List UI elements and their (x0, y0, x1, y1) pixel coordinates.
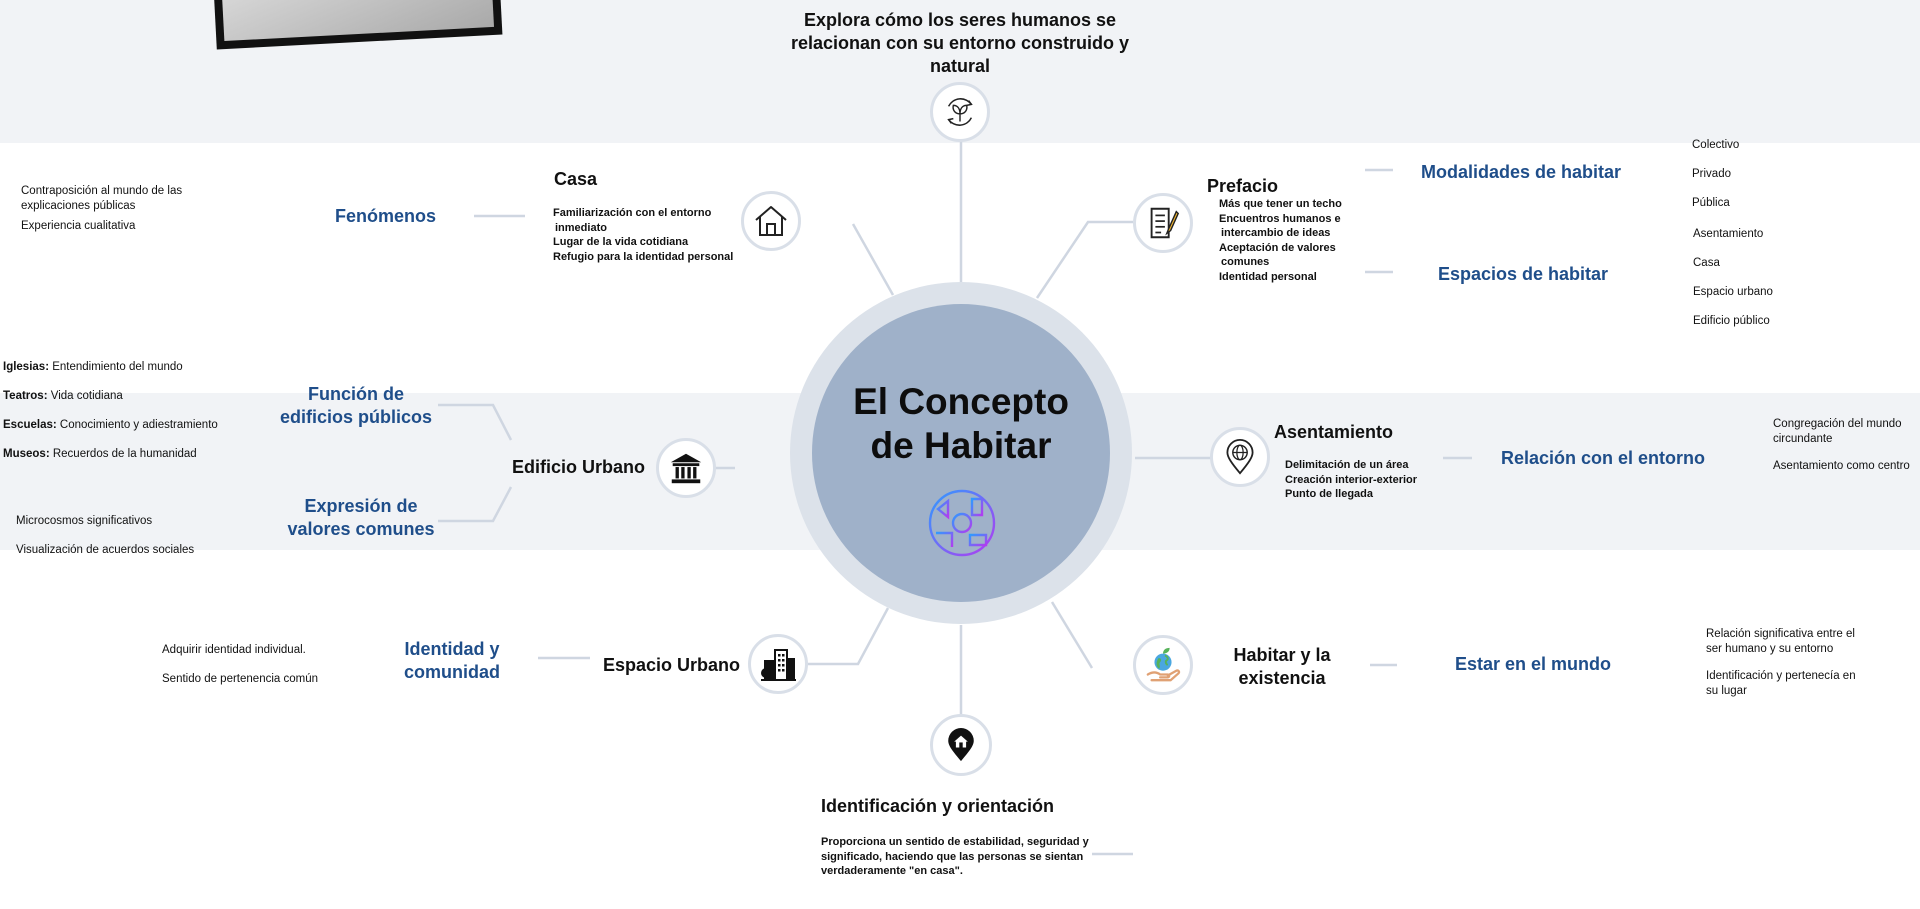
prefacio-item: Más que tener un techo (1219, 198, 1342, 210)
estar-item: Relación significativa entre el (1706, 628, 1855, 640)
funcion-item-key: Escuelas: (3, 419, 57, 431)
prefacio-item: Identidad personal (1219, 270, 1317, 283)
funcion-label-line1: Función de (308, 384, 404, 404)
estar-items (1706, 627, 1856, 698)
identificacion-line: verdaderamente "en casa". (821, 865, 963, 877)
habitar-existencia-line1: Habitar y la (1233, 645, 1331, 665)
expresion-label-line2: valores comunes (287, 519, 435, 539)
relacion-items (1773, 417, 1910, 474)
expresion-item: Visualización de acuerdos sociales (16, 544, 195, 556)
asentamiento-items (1285, 458, 1417, 502)
casa-item: Lugar de la vida cotidiana (553, 236, 689, 248)
funcion-item-value: Conocimiento y adiestramiento (56, 419, 218, 431)
funcion-item-value: Recuerdos de la humanidad (49, 448, 197, 460)
espacios-item: Asentamiento (1693, 228, 1764, 240)
casa-items (553, 206, 733, 264)
intro-text (790, 9, 1130, 78)
house-node (741, 191, 801, 251)
identificacion-line: Proporciona un sentido de estabilidad, seguridad y (821, 836, 1089, 848)
habitar-existencia-title (1207, 644, 1357, 690)
home-location-pin-icon (944, 728, 978, 762)
identidad-label-line1: Identidad y (404, 639, 500, 659)
identidad-item: Sentido de pertenencia común (162, 673, 318, 685)
location-globe-icon (1222, 439, 1258, 475)
document-node (1133, 193, 1193, 253)
city-buildings-icon (758, 644, 798, 684)
asentamiento-item: Delimitación de un área (1285, 459, 1409, 471)
location-globe-node (1210, 427, 1270, 487)
expresion-label-line1: Expresión de (304, 496, 418, 516)
center-title-line1: El Concepto (853, 381, 1069, 422)
home-pin-node (930, 714, 992, 776)
public-building-icon (667, 449, 705, 487)
funcion-label-line2: edificios públicos (279, 407, 433, 427)
espacios-label: Espacios de habitar (1438, 264, 1609, 284)
relacion-label: Relación con el entorno (1501, 448, 1706, 468)
earth-hand-node (1133, 635, 1193, 695)
identidad-label (377, 638, 527, 684)
city-node (748, 634, 808, 694)
identificacion-line: significado, haciendo que las personas se sientan (821, 850, 1084, 863)
building-node (656, 438, 716, 498)
casa-item: inmediato (555, 221, 607, 234)
house-icon (751, 201, 791, 241)
estar-item: Identificación y pertenecía en (1706, 670, 1856, 682)
asentamiento-title: Asentamiento (1274, 422, 1394, 442)
plant-cycle-icon (941, 93, 979, 131)
modalidades-items (1692, 131, 1739, 218)
relacion-item: circundante (1773, 432, 1833, 445)
modalidades-item: Privado (1692, 168, 1731, 180)
espacio-urbano-title: Espacio Urbano (603, 655, 741, 675)
espacios-item: Espacio urbano (1693, 286, 1773, 298)
casa-title: Casa (554, 169, 598, 189)
fenomenos-notes (21, 184, 182, 234)
prefacio-title: Prefacio (1207, 176, 1279, 196)
identificacion-text (821, 835, 1089, 879)
fenomenos-note: explicaciones públicas (21, 199, 136, 212)
espacios-item: Casa (1693, 257, 1720, 269)
earth-in-hand-icon (1144, 646, 1182, 684)
prefacio-items (1219, 197, 1342, 284)
prefacio-item: intercambio de ideas (1221, 227, 1331, 239)
funcion-label (266, 383, 446, 429)
identidad-label-line2: comunidad (403, 662, 500, 682)
asentamiento-item: Punto de llegada (1285, 488, 1374, 500)
center-title-line2: de Habitar (870, 425, 1052, 466)
relacion-item: Congregación del mundo (1773, 418, 1902, 430)
modalidades-item: Pública (1692, 197, 1730, 209)
habitar-existencia-line2: existencia (1238, 668, 1326, 688)
identidad-items (162, 636, 318, 694)
expresion-label (271, 495, 451, 541)
casa-item: Familiarización con el entorno (553, 207, 712, 219)
expresion-items (16, 507, 194, 565)
estar-label: Estar en el mundo (1455, 654, 1612, 674)
funcion-items (3, 353, 218, 469)
modalidades-item: Colectivo (1692, 139, 1740, 151)
funcion-item-key: Museos: (3, 448, 50, 460)
identificacion-title: Identificación y orientación (821, 796, 1055, 816)
funcion-item (3, 440, 218, 469)
funcion-item-value: Entendimiento del mundo (49, 361, 183, 373)
estar-item: su lugar (1706, 684, 1747, 697)
fenomenos-label: Fenómenos (335, 206, 437, 226)
fenomenos-note: Experiencia cualitativa (21, 220, 136, 232)
asentamiento-item: Creación interior-exterior (1285, 473, 1418, 486)
document-pencil-icon (1144, 204, 1182, 242)
espacios-items (1693, 220, 1773, 336)
expresion-item: Microcosmos significativos (16, 515, 153, 527)
estar-item: ser humano y su entorno (1706, 642, 1834, 655)
center-title (820, 380, 1102, 468)
edificio-title: Edificio Urbano (512, 457, 646, 477)
funcion-item-key: Teatros: (3, 390, 48, 402)
plant-cycle-node (930, 82, 990, 142)
intro-label: Explora cómo los seres humanos se relacionan con su entorno construido y natural (790, 10, 1130, 76)
relacion-item: Asentamiento como centro (1773, 460, 1910, 472)
funcion-item-value: Vida cotidiana (47, 390, 123, 402)
prefacio-item: Aceptación de valores (1219, 241, 1336, 254)
urban-globe-icon (926, 487, 998, 559)
funcion-item-key: Iglesias: (3, 361, 50, 373)
prefacio-item: Encuentros humanos e (1219, 212, 1341, 225)
casa-item: Refugio para la identidad personal (553, 250, 734, 263)
espacios-item: Edificio público (1693, 315, 1770, 327)
fenomenos-note: Contraposición al mundo de las (21, 185, 183, 197)
modalidades-label: Modalidades de habitar (1421, 162, 1622, 182)
funcion-item (3, 382, 218, 411)
funcion-item (3, 353, 218, 382)
prefacio-item: comunes (1221, 256, 1270, 268)
identidad-item: Adquirir identidad individual. (162, 644, 306, 656)
funcion-item (3, 411, 218, 440)
